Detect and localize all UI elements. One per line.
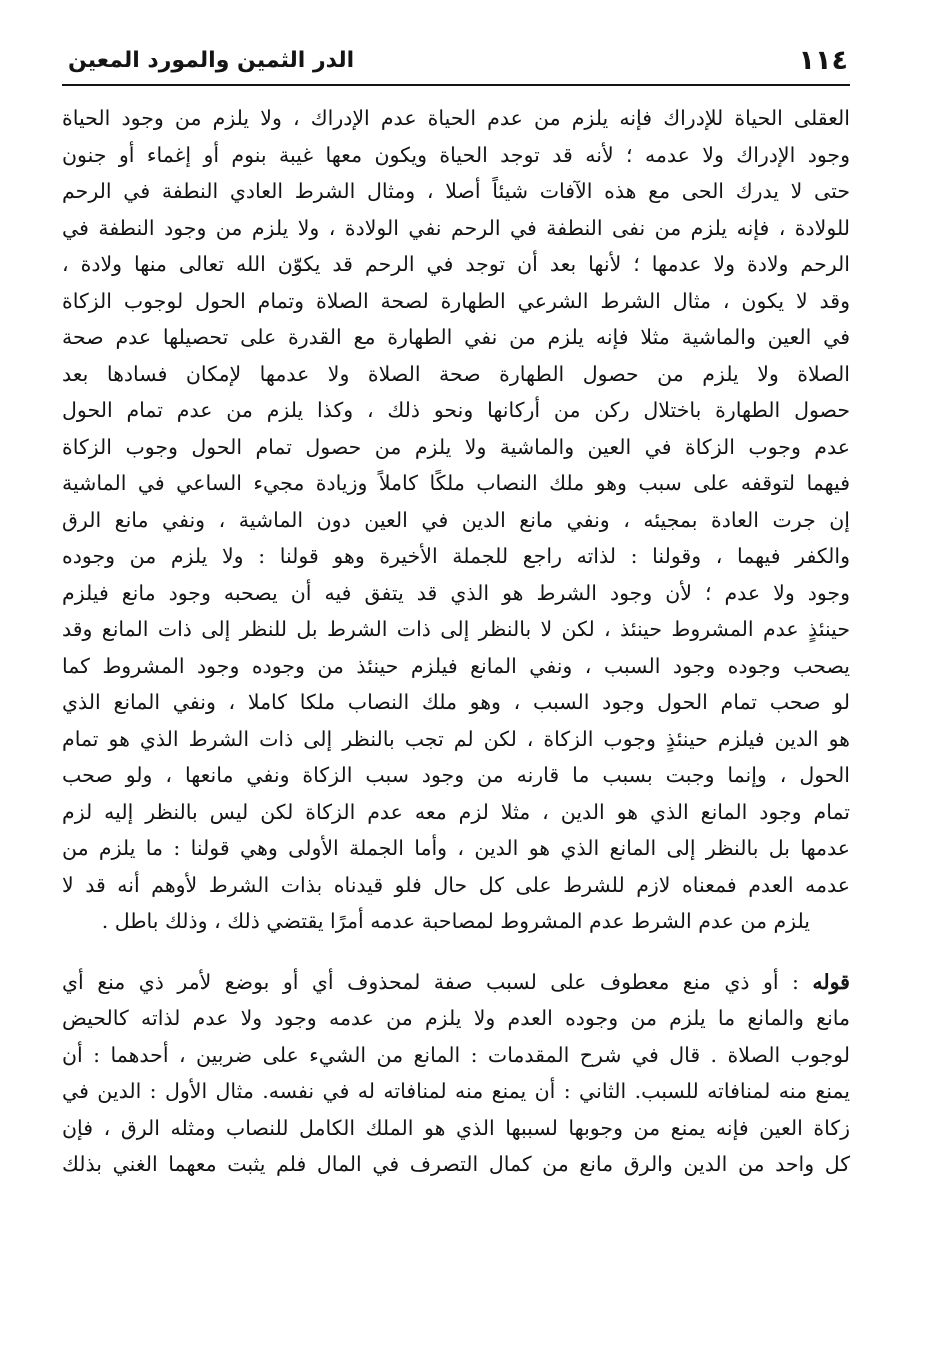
book-page (62, 38, 850, 1328)
text-line: إن جرت العادة بمجيئه ، ونفي مانع الدين في العين دون الماشية ، ونفي مانع الرق (62, 507, 850, 532)
text-line: والكفر فيهما ، وقولنا : لذاته راجع للجملة الأخيرة وهو قولنا : ولا يلزم من وجوده (62, 544, 850, 568)
keyword-qawluhu: قوله (812, 969, 850, 994)
text-line-first (62, 964, 850, 1001)
paragraph-2 (62, 964, 850, 1183)
text-line: مانع والمانع ما يلزم من وجوده العدم ولا يلزم من عدمه وجود ولا عدم لذاته كالحيض (62, 1006, 850, 1030)
text-line: كل واحد من الدين والرق مانع من كمال التصرف في المال فلم يثبت معهما الغني بذلك (62, 1152, 850, 1176)
paragraph-1 (62, 100, 850, 940)
text-line: تمام وجود المانع الذي هو الدين ، مثلا لزم معه عدم الزكاة لكن ليس بالنظر إليه لزم (62, 799, 850, 824)
text-line: وجود ولا عدم ؛ لأن وجود الشرط هو الذي قد يتفق فيه أن يصحبه وجود مانع فيلزم (62, 580, 850, 605)
text-line: لو صحب تمام الحول وجود السبب ، وهو ملك النصاب ملكا كاملا ، ونفي المانع الذي (62, 690, 850, 714)
text-line: يصحب وجوده وجود السبب ، ونفي المانع فيلزم حينئذ من وجوده وجود المشروط كما (62, 653, 850, 678)
text-line: الرحم ولادة ولا عدمها ؛ لأنها بعد أن توجد في الرحم قد يكوّن الله تعالى منها ولادة ، (62, 252, 850, 276)
paragraph-spacer (62, 940, 850, 964)
text-line: وقد لا يكون ، مثال الشرط الشرعي الطهارة لصحة الصلاة وتمام الحول لوجوب الزكاة (62, 288, 850, 313)
text-line: عدمه العدم فمعناه لازم للشرط على كل حال فلو قيدناه بذات الشرط لأوهم أنه قد لا (62, 872, 850, 897)
text-line: حصول الطهارة باختلال ركن من أركانها ونحو ذلك ، وكذا يلزم من عدم تمام الحول (62, 398, 850, 422)
text-line: الصلاة ولا يلزم من حصول الطهارة صحة الصلاة ولا عدمها لإمكان فسادها بعد (62, 361, 850, 386)
text-line: عدم وجوب الزكاة في العين والماشية ولا يلزم من حصول تمام الحول وجوب الزكاة (62, 434, 850, 459)
text-line: يمنع منه لمنافاته للسبب. الثاني : أن يمنع منه لمنافاته له في نفسه. مثال الأول : الدين في (62, 1079, 850, 1103)
text-line: في العين والماشية مثلا فإنه يلزم من نفي الطهارة مع القدرة على تحصيلها عدم صحة (62, 325, 850, 349)
page-header (62, 38, 850, 86)
text-line: هو الدين فيلزم حينئذٍ وجوب الزكاة ، لكن لم تجب بالنظر إلى ذات الشرط الذي هو تمام (62, 726, 850, 751)
text-line-rest: : أو ذي منع معطوف على لسبب صفة لمحذوف أي أو بوضع لأمر ذي منع أي (62, 969, 813, 994)
text-line: العقلى الحياة للإدراك فإنه يلزم من عدم الحياة عدم الإدراك ، ولا يلزم من وجود الحياة (62, 106, 850, 130)
text-line: حينئذٍ عدم المشروط حينئذ ، لكن لا بالنظر إلى ذات الشرط بل للنظر إلى ذات المانع وقد (62, 617, 850, 641)
text-line: الحول ، وإنما وجبت بسبب ما قارنه من وجود سبب الزكاة ونفي مانعها ، ولو صحب (62, 763, 850, 787)
text-line: عدمها بل بالنظر إلى المانع الذي هو الدين ، وأما الجملة الأولى وهي قولنا : ما يلزم من (62, 836, 850, 860)
running-title: الدر الثمين والمورد المعين (68, 48, 355, 73)
body-text (62, 100, 850, 1183)
text-line: للولادة ، فإنه يلزم من نفى النطفة في الرحم نفي الولادة ، ولا يلزم من وجود النطفة في (62, 215, 850, 240)
text-line-last: يلزم من عدم الشرط عدم المشروط لمصاحبة عدمه أمرًا يقتضي ذلك ، وذلك باطل . (101, 909, 810, 933)
text-line: لوجوب الصلاة . قال في شرح المقدمات : المانع من الشيء على ضربين ، أحدهما : أن (62, 1042, 850, 1067)
text-line: وجود الإدراك ولا عدمه ؛ لأنه قد توجد الحياة ويكون معها غيبة بنوم أو إغماء أو جنون (62, 142, 850, 167)
page-number: ١١٤ (798, 45, 848, 76)
text-line: حتى لا يدرك الحى مع هذه الآفات شيئاً أصلا ، ومثال الشرط العادي النطفة في الرحم (62, 179, 850, 203)
text-line: فيهما لتوقفه على سبب وهو ملك النصاب ملكًا كاملاً وزيادة مجيء الساعي في الماشية (62, 471, 850, 495)
text-line: زكاة العين فإنه يمنع من وجوبها لسببها الذي هو الملك الكامل للنصاب ومثله الرق ، فإن (62, 1115, 850, 1140)
